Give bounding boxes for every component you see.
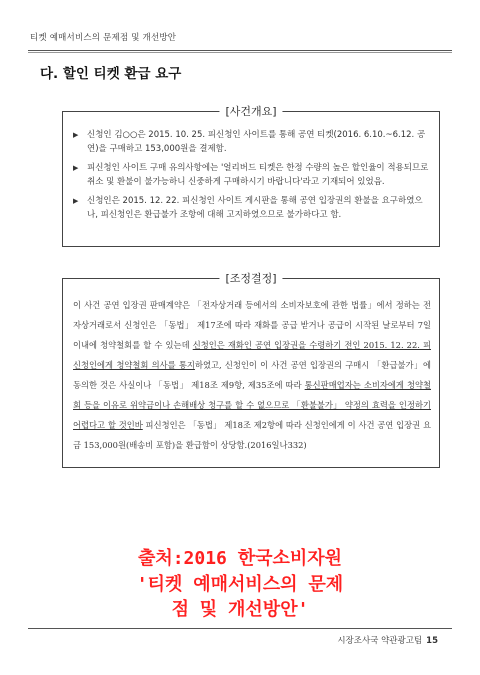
decision-text [73, 295, 431, 455]
decision-segment-underlined: 신청인은 재화인 공연 입장권을 수령하기 전인 2015. 12. 22. 피신청인에게 청약철회 의사를 통지 [73, 340, 431, 370]
overview-list [73, 128, 429, 227]
decision-segment: 피신청인은 「동법」 제18조 제2항에 따라 신청인에게 이 사건 공연 입장권 요금 153,000원(배송비 포함)을 환급함이 상당함.(2016일나332) [73, 420, 432, 450]
bullet-arrow-icon: ▶ [73, 164, 79, 172]
source-watermark-line-2: '티켓 예매서비스의 문제 [136, 574, 344, 595]
overview-label: [사건개요] [219, 103, 282, 119]
bullet-arrow-icon: ▶ [73, 197, 79, 205]
bullet-arrow-icon: ▶ [73, 131, 79, 139]
footer-org: 시장조사국 약관광고팀 [337, 636, 423, 646]
header-rule [28, 50, 452, 51]
running-header: 티켓 예매서비스의 문제점 및 개선방안 [30, 33, 177, 43]
list-item [73, 161, 429, 189]
overview-box [62, 105, 440, 247]
header-rule-secondary [28, 52, 452, 53]
source-watermark-line-3: 점 및 개선방안' [171, 599, 309, 620]
decision-box [62, 272, 440, 468]
overview-item-text: 신청인 김○○은 2015. 10. 25. 피신청인 사이트를 통해 공연 티켓(2016. 6.10.~6.12. 공연)을 구매하고 153,000원을 결제함. [87, 130, 426, 154]
source-watermark-line-1: 출처:2016 한국소비자원 [137, 548, 343, 569]
page-number: 15 [426, 636, 438, 646]
list-item [73, 194, 429, 222]
overview-item-text: 피신청인 사이트 구매 유의사항에는 '얼리버드 티켓은 한정 수량의 높은 할인율이 적용되므로 취소 및 환불이 불가능하니 신중하게 구매하시기 바랍니다'라고 기재되어 있었음. [87, 163, 429, 187]
section-title: 다. 할인 티켓 환급 요구 [40, 66, 182, 82]
decision-label: [조정결정] [219, 270, 282, 286]
footer-rule [28, 628, 452, 629]
overview-item-text: 신청인은 2015. 12. 22. 피신청인 사이트 게시판을 통해 공연 입장권의 환불을 요구하였으나, 피신청인은 환급불가 조항에 대해 고지하였으므로 불가하다고 함. [87, 196, 423, 220]
decision-segment: 이 사건 공연 입장권 판매계약은 「전자상거래 등에서의 소비자보호에 관한 법률」에서 정하는 전자상거래로서 신청인은 「동법」 제17조에 따라 재화를 공급 받거나 공급이 시작된 날로부터 7일 이내에 청약철회를 할 수 있는데 [73, 300, 431, 350]
decision-segment-underlined: 통신판매업자는 소비자에게 청약철회 등을 이유로 위약금이나 손해배상 청구를 할 수 없으므로 「환불불가」 약정의 효력을 인정하기 어렵다고 할 것인바 [73, 380, 431, 430]
list-item [73, 128, 429, 156]
page-footer [337, 634, 438, 646]
decision-segment: 하였고, 신청인이 이 사건 공연 입장권의 구매시 「환급불가」에 동의한 것은 사실이나 「동법」 제18조 제9항, 제35조에 따라 [73, 360, 431, 390]
